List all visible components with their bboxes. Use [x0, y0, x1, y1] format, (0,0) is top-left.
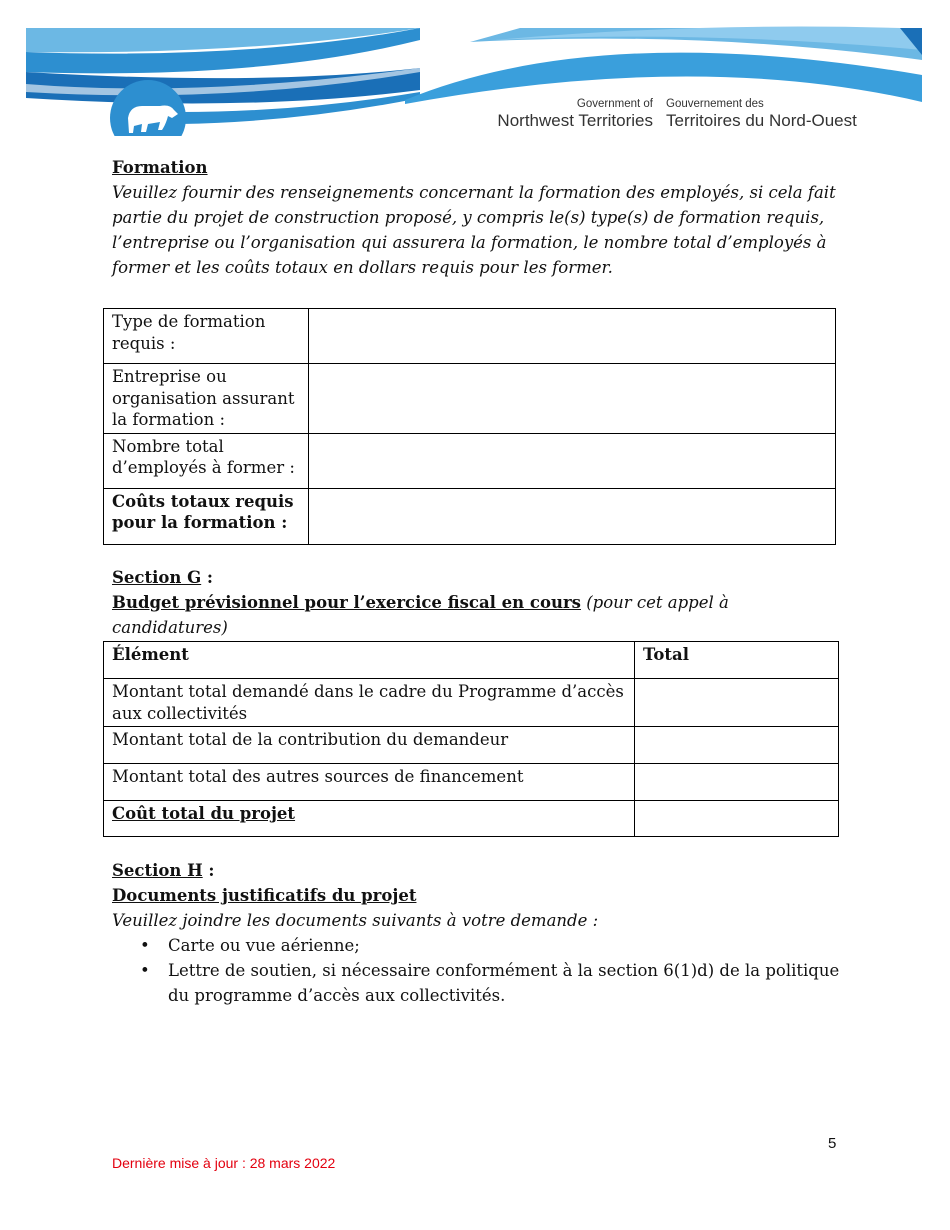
gov-name-en [483, 98, 653, 131]
column-header-total: Total [635, 642, 839, 679]
formation-label: Nombre total d’employés à former : [104, 433, 309, 488]
table-header-row [104, 642, 839, 679]
documents-list [112, 933, 842, 1008]
bullet-icon: • [140, 936, 150, 955]
list-item-text: Carte ou vue aérienne; [168, 936, 360, 955]
formation-label: Coûts totaux requis pour la formation : [104, 488, 309, 544]
table-row [104, 433, 836, 488]
budget-total-field[interactable] [635, 801, 839, 837]
formation-label: Entreprise ou organisation assurant la formation : [104, 364, 309, 434]
budget-element: Montant total des autres sources de financement [104, 764, 635, 801]
table-row [104, 309, 836, 364]
section-h-colon: : [202, 861, 215, 880]
table-row [104, 727, 839, 764]
table-row [104, 364, 836, 434]
table-row [104, 801, 839, 837]
budget-element: Montant total de la contribution du demandeur [104, 727, 635, 764]
last-updated: Dernière mise à jour : 28 mars 2022 [112, 1155, 336, 1171]
budget-table [103, 641, 839, 837]
formation-section [112, 155, 842, 280]
gov-name-fr [666, 98, 857, 131]
budget-element: Montant total demandé dans le cadre du Programme d’accès aux collectivités [104, 679, 635, 727]
list-item [140, 933, 842, 958]
column-header-element: Élément [104, 642, 635, 679]
formation-value-field[interactable] [309, 433, 836, 488]
formation-label: Type de formation requis : [104, 309, 309, 364]
gov-fr-small: Gouvernement des [666, 98, 764, 110]
section-g-label: Section G [112, 568, 202, 587]
budget-total-field[interactable] [635, 679, 839, 727]
bullet-icon: • [140, 961, 150, 980]
section-h-title: Documents justificatifs du projet [112, 886, 417, 905]
section-g-colon: : [201, 568, 214, 587]
formation-instructions: Veuillez fournir des renseignements concernant la formation des employés, si cela fait partie du projet de construction proposé, y compris le(s) type(s) de formation requis, l’entreprise ou l’organisation qui assurera la formation, le nombre total d’employés à former et les coûts totaux en dollars requis pour les former. [112, 183, 836, 277]
gov-fr-big: Territoires du Nord-Ouest [666, 111, 857, 130]
budget-total-field[interactable] [635, 764, 839, 801]
section-g [112, 565, 842, 640]
table-row [104, 679, 839, 727]
formation-value-field[interactable] [309, 364, 836, 434]
budget-total-field[interactable] [635, 727, 839, 764]
section-h-label: Section H [112, 861, 203, 880]
section-g-title: Budget prévisionnel pour l’exercice fiscal en cours [112, 593, 581, 612]
formation-heading: Formation [112, 158, 208, 177]
page-number: 5 [828, 1135, 837, 1152]
gov-en-big: Northwest Territories [497, 111, 653, 130]
table-row [104, 488, 836, 544]
formation-table [103, 308, 836, 545]
list-item [140, 958, 842, 1008]
section-h-instructions: Veuillez joindre les documents suivants à votre demande : [112, 911, 599, 930]
budget-element: Coût total du projet [104, 801, 635, 837]
list-item-text: Lettre de soutien, si nécessaire conformément à la section 6(1)d) de la politique du programme d’accès aux collectivités. [168, 961, 840, 1005]
formation-value-field[interactable] [309, 309, 836, 364]
table-row [104, 764, 839, 801]
section-h [112, 858, 842, 1008]
gov-en-small: Government of [576, 98, 653, 110]
formation-value-field[interactable] [309, 488, 836, 544]
section-g-note: (pour cet appel à candidatures) [112, 593, 729, 637]
